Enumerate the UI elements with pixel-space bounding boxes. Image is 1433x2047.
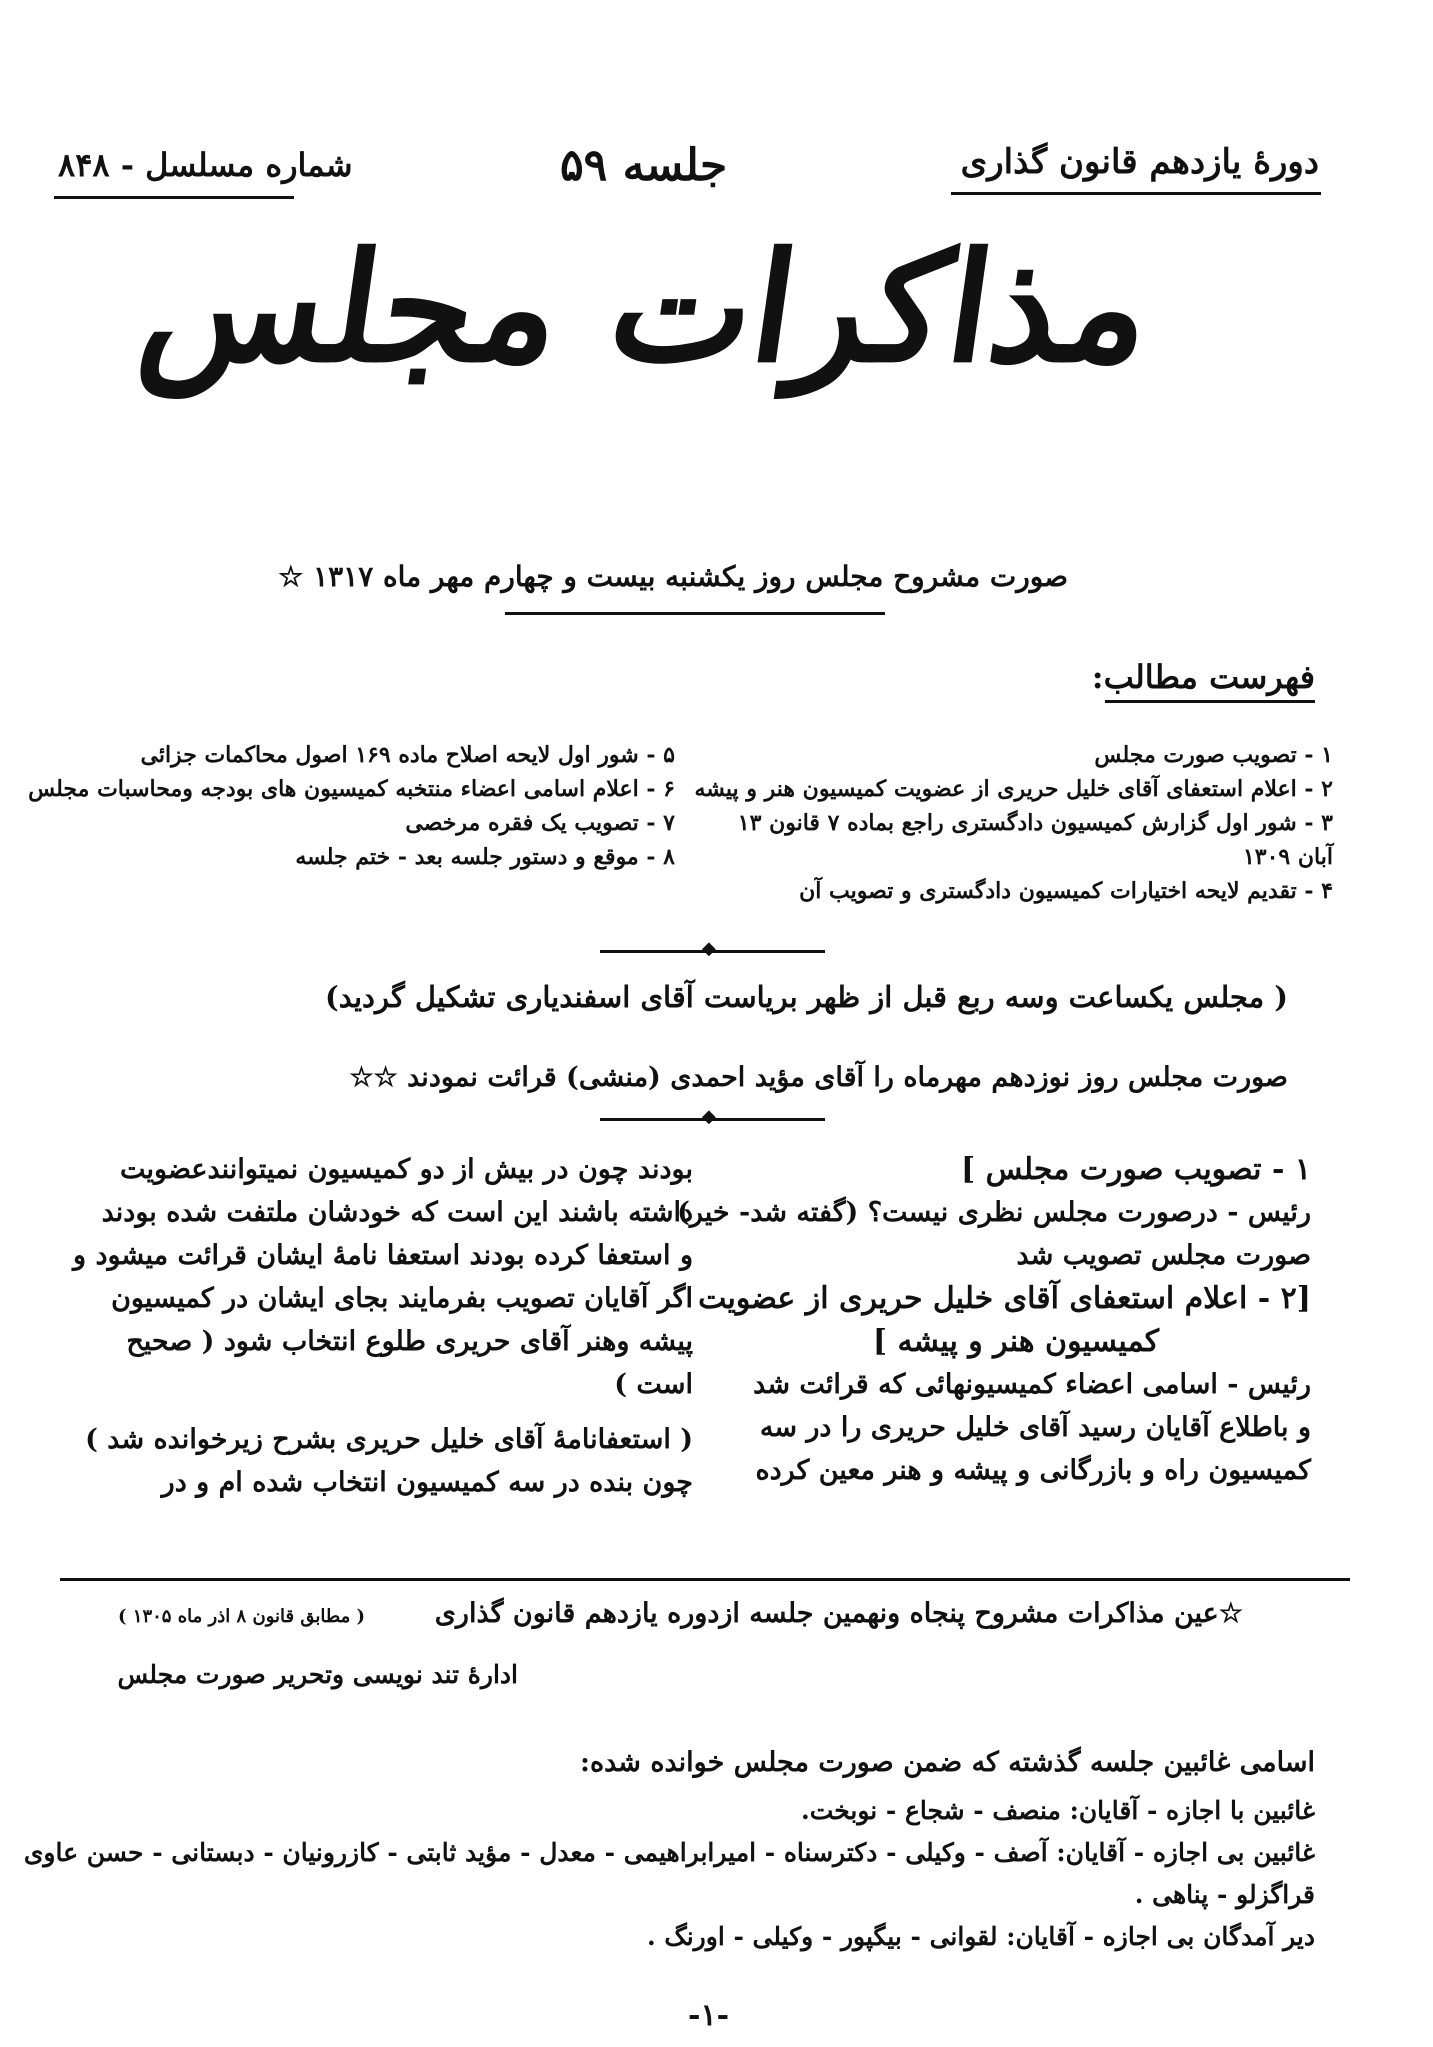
toc-item: ۳ - شور اول گزارش کمیسیون دادگستری راجع بماده ۷ قانون ۱۳ [737, 810, 1333, 836]
paragraph-line: کمیسیون راه و بازرگانی و پیشه و هنر معین کرده [755, 1455, 1311, 1486]
section-heading: ۱ - تصویب صورت مجلس ] [961, 1152, 1311, 1187]
minutes-read-note: صورت مجلس روز نوزدهم مهرماه را آقای مؤید احمدی (منشی) قرائت نمودند ☆☆ [349, 1062, 1288, 1093]
header-underline-left [54, 196, 294, 199]
toc-title-underline [1105, 700, 1315, 703]
toc-item: ۲ - اعلام استعفای آقای خلیل حریری از عضویت کمیسیون هنر و پیشه [694, 776, 1333, 802]
separator-ornament-icon: ◆ [702, 938, 716, 959]
toc-item: ۱ - تصویب صورت مجلس [1094, 742, 1333, 768]
section-heading: [۲ - اعلام استعفای آقای خلیل حریری از عضویت [698, 1281, 1311, 1316]
subtitle-underline [505, 612, 885, 615]
serial-number: شماره مسلسل - ۸۴۸ [58, 146, 353, 184]
body-left-column [73, 1148, 693, 1504]
paragraph-line: داشته باشند این است که خودشان ملتفت شده بودند [101, 1197, 693, 1228]
session-opening-note: ( مجلس یکساعت وسه ربع قبل از ظهر بریاست آقای اسفندیاری تشکیل گردید) [325, 980, 1288, 1014]
paragraph-line: اگر آقایان تصویب بفرمایند بجای ایشان در کمیسیون [111, 1283, 693, 1314]
toc-item: ۵ - شور اول لایحه اصلاح ماده ۱۶۹ اصول محاکمات جزائی [140, 742, 675, 768]
absentees-section [24, 1742, 1315, 1958]
paragraph-line: بودند چون در بیش از دو کمیسیون نمیتوانندعضویت [119, 1154, 693, 1185]
paragraph-line: صورت مجلس تصویب شد [1016, 1240, 1311, 1271]
absentees-line: قراگزلو - پناهی . [1134, 1880, 1315, 1909]
meeting-number: جلسه ۵۹ [560, 140, 728, 191]
absentees-heading: اسامی غائبین جلسه گذشته که ضمن صورت مجلس خوانده شده: [580, 1747, 1315, 1778]
toc-item: ۶ - اعلام اسامی اعضاء منتخبه کمیسیون های بودجه ومحاسبات مجلس [28, 776, 675, 802]
paragraph-line: و باطلاع آقایان رسید آقای خلیل حریری را در سه [759, 1412, 1311, 1443]
paragraph-line: رئیس - اسامی اعضاء کمیسیونهائی که قرائت شد [753, 1369, 1311, 1400]
toc-item: ۷ - تصویب یک فقره مرخصی [405, 810, 675, 836]
toc-right-column [695, 738, 1334, 908]
session-date-subtitle: صورت مشروح مجلس روز یکشنبه بیست و چهارم مهر ماه ۱۳۱۷ ☆ [278, 560, 1068, 593]
header-underline-right [951, 192, 1321, 195]
footnote-divider [60, 1578, 1350, 1581]
paragraph-line: رئیس - درصورت مجلس نظری نیست؟ (گفته شد- خیر) [677, 1197, 1311, 1228]
body-right-column [677, 1148, 1311, 1492]
toc-left-column [28, 738, 675, 874]
section-heading: کمیسیون هنر و پیشه ] [872, 1324, 1160, 1359]
masthead-title: مذاکرات مجلس [129, 220, 1163, 396]
stenography-office: ادارهٔ تند نویسی وتحریر صورت مجلس [117, 1660, 518, 1689]
toc-item: آبان ۱۳۰۹ [1242, 844, 1333, 870]
footnote-text: ☆عین مذاکرات مشروح پنجاه ونهمین جلسه ازدوره یازدهم قانون گذاری [434, 1598, 1243, 1629]
absentees-line: غائبین بی اجازه - آقایان: آصف - وکیلی - دکترسناه - امیرابراهیمی - معدل - مؤید ثابتی - کازرونیان - دبستانی - حسن عاوی [23, 1838, 1315, 1867]
letter-intro: ( استعفانامهٔ آقای خلیل حریری بشرح زیرخوانده شد ) [85, 1424, 693, 1455]
page-number: -۱- [688, 1998, 730, 2033]
legislative-term-label: دورهٔ یازدهم قانون گذاری [960, 142, 1319, 182]
footnote-reference: ( مطابق قانون ۸ اذر ماه ۱۳۰۵ ) [118, 1606, 366, 1627]
paragraph-line: است ) [614, 1369, 693, 1400]
toc-item: ۸ - موقع و دستور جلسه بعد - ختم جلسه [295, 844, 675, 870]
toc-item: ۴ - تقدیم لایحه اختیارات کمیسیون دادگستری و تصویب آن [799, 878, 1333, 904]
absentees-line: دیر آمدگان بی اجازه - آقایان: لقوانی - بیگپور - وکیلی - اورنگ . [646, 1922, 1315, 1951]
separator-ornament-icon: ◆ [702, 1106, 716, 1127]
paragraph-line: چون بنده در سه کمیسیون انتخاب شده ام و در [161, 1467, 693, 1498]
paragraph-line: و استعفا کرده بودند استعفا نامهٔ ایشان قرائت میشود و [73, 1240, 693, 1271]
absentees-line: غائبین با اجازه - آقایان: منصف - شجاع - نوبخت. [800, 1796, 1315, 1825]
paragraph-line: پیشه وهنر آقای حریری طلوع انتخاب شود ( صحیح [126, 1326, 693, 1357]
toc-title: فهرست مطالب: [1091, 658, 1315, 696]
